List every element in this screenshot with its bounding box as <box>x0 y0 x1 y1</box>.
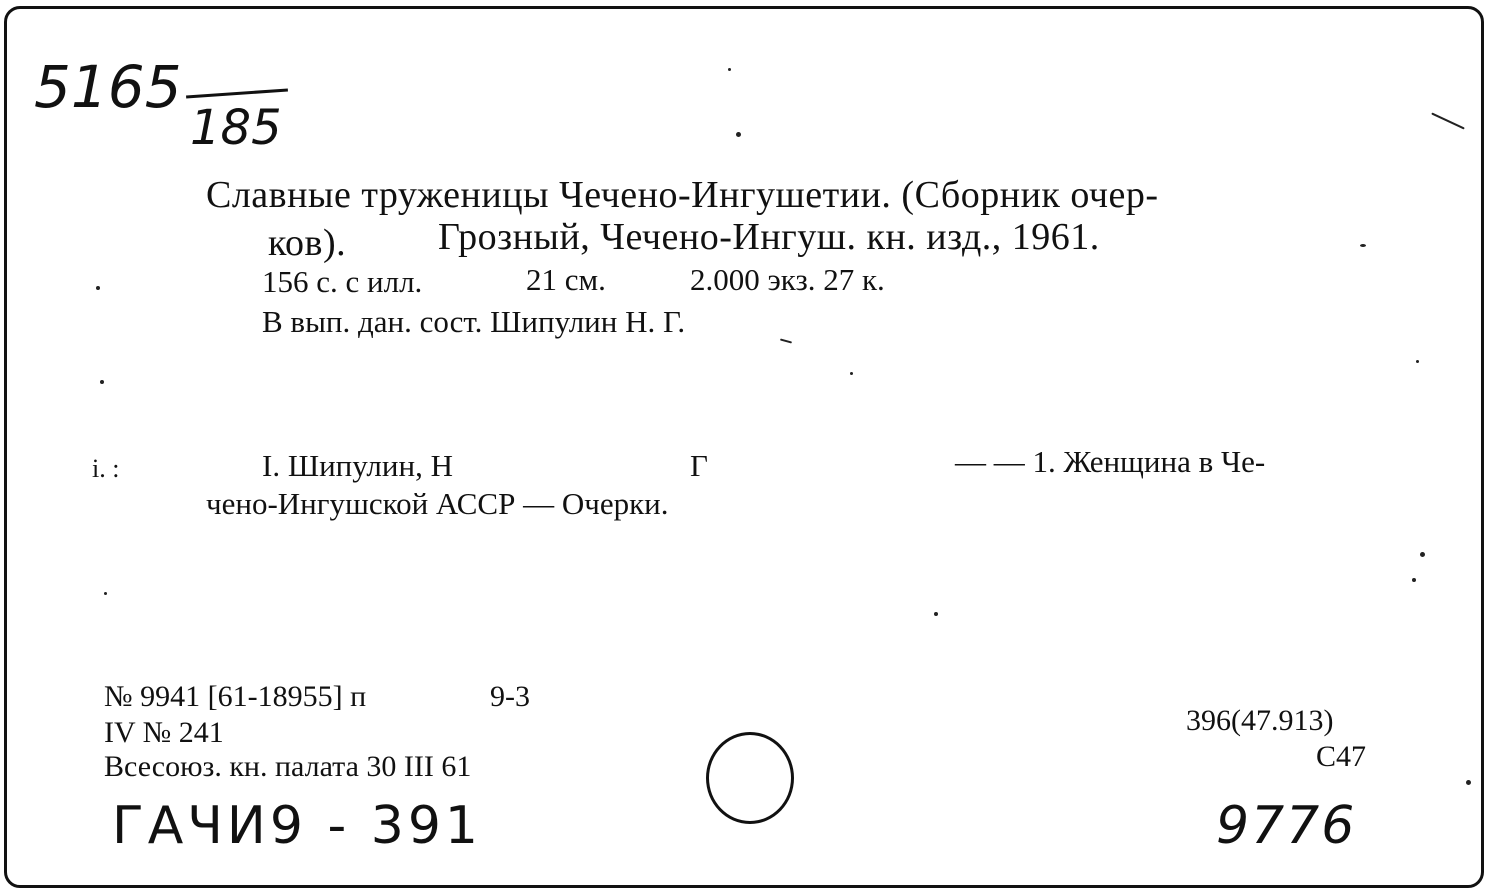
handwritten-archive-code: ГАЧИ9 - 391 <box>112 796 482 856</box>
pages: 156 с. с илл. <box>262 264 423 299</box>
tracing-initial: Г <box>690 448 708 483</box>
speck <box>1466 780 1471 785</box>
punch-hole <box>706 732 794 824</box>
call-number-sub: 185 <box>190 100 282 156</box>
speck <box>736 132 741 137</box>
classification-code: 396(47.913) <box>1186 704 1334 737</box>
speck <box>104 592 107 595</box>
speck <box>1420 552 1425 557</box>
size: 21 см. <box>526 262 606 297</box>
margin-mark: i. : <box>92 454 120 483</box>
tracing-subject-cont: чено-Ингушской АССР — Очерки. <box>206 486 669 521</box>
call-number-main: 5165 <box>34 53 182 121</box>
copies-price: 2.000 экз. 27 к. <box>690 262 885 297</box>
speck <box>934 612 938 616</box>
registration-number: № 9941 [61-18955] п <box>104 680 367 713</box>
tracing-subject: — — 1. Женщина в Че- <box>955 444 1266 479</box>
title-line-1: Славные труженицы Чечено-Ингушетии. (Сборник очер- <box>206 174 1159 216</box>
author-mark: С47 <box>1316 740 1367 773</box>
registration-code: 9-3 <box>490 680 530 713</box>
speck <box>728 68 731 71</box>
speck <box>96 286 100 290</box>
speck <box>1360 244 1366 247</box>
tracing-author: I. Шипулин, Н <box>262 448 453 483</box>
title-line-2-a: ков). <box>268 222 347 264</box>
title-line-2-b: Грозный, Чечено-Ингуш. кн. изд., 1961. <box>438 216 1100 258</box>
speck <box>850 372 853 375</box>
book-chamber: Всесоюз. кн. палата 30 III 61 <box>104 750 472 783</box>
speck <box>1412 578 1416 582</box>
speck <box>100 380 104 384</box>
registration-series: IV № 241 <box>104 716 224 749</box>
handwritten-inventory-number: 9776 <box>1216 796 1357 856</box>
compiler-note: В вып. дан. сост. Шипулин Н. Г. <box>262 304 686 339</box>
speck <box>1416 360 1419 363</box>
